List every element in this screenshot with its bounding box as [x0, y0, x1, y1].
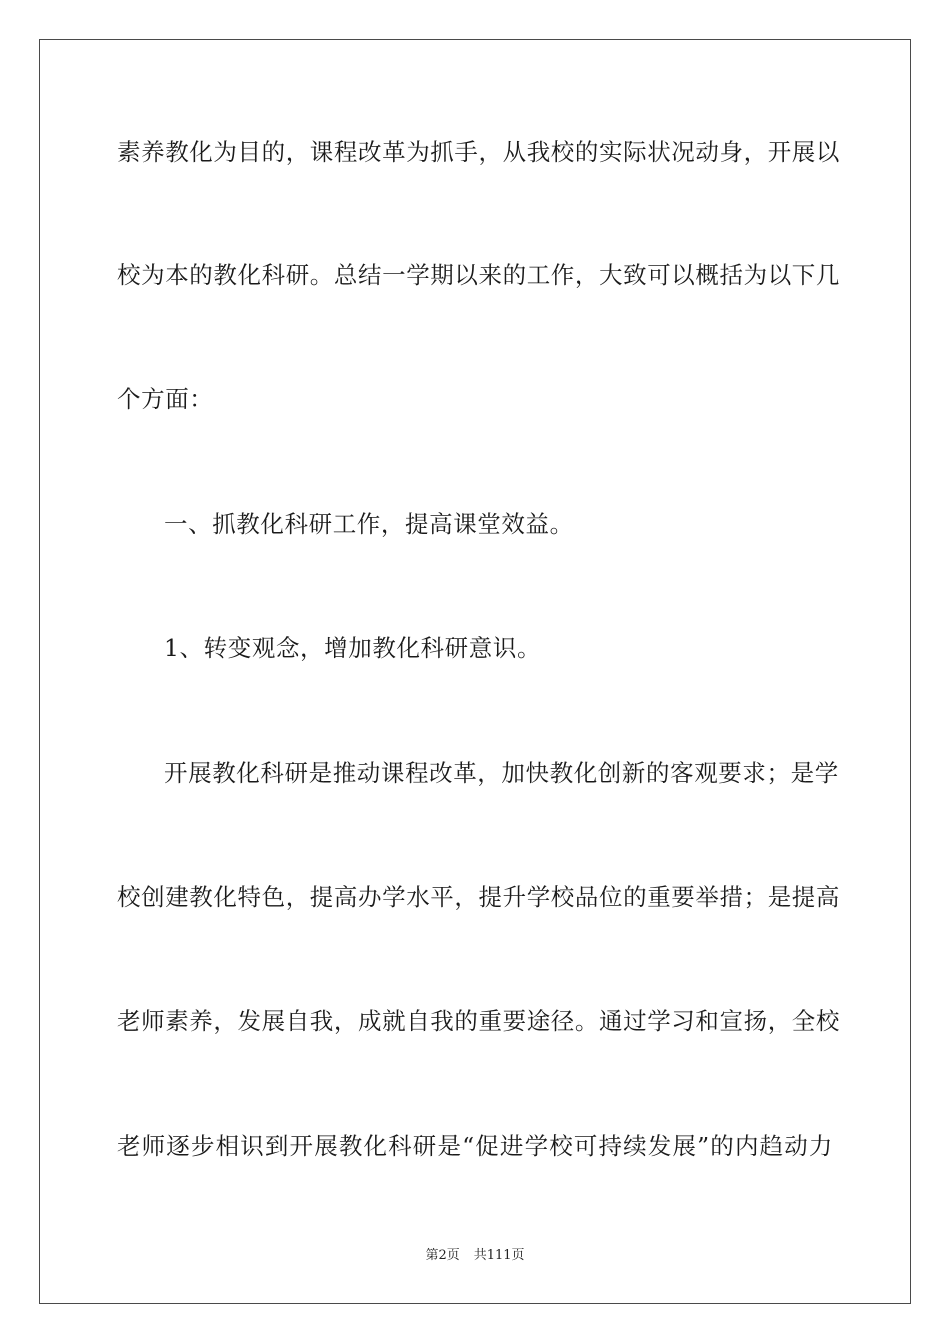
body-line-5: 校创建教化特色，提高办学水平，提升学校品位的重要举措；是提高 [117, 883, 840, 911]
page-footer [0, 1247, 950, 1265]
section-heading-1: 一、抓教化科研工作，提高课堂效益。 [164, 510, 574, 538]
subsection-heading-1: 1、转变观念，增加教化科研意识。 [164, 634, 542, 662]
body-line-1: 素养教化为目的，课程改革为抓手，从我校的实际状况动身，开展以 [117, 138, 840, 166]
page-border [39, 39, 911, 1304]
page-total: 共111页 [473, 1248, 525, 1263]
page-number: 第2页 [425, 1248, 460, 1263]
body-line-4: 开展教化科研是推动课程改革，加快教化创新的客观要求；是学 [164, 759, 839, 787]
body-line-7: 老师逐步相识到开展教化科研是“促进学校可持续发展”的内趋动力 [117, 1132, 833, 1160]
body-line-3: 个方面： [117, 385, 214, 413]
body-line-2: 校为本的教化科研。总结一学期以来的工作，大致可以概括为以下几 [117, 261, 840, 289]
body-line-6: 老师素养，发展自我，成就自我的重要途径。通过学习和宣扬，全校 [117, 1007, 840, 1035]
